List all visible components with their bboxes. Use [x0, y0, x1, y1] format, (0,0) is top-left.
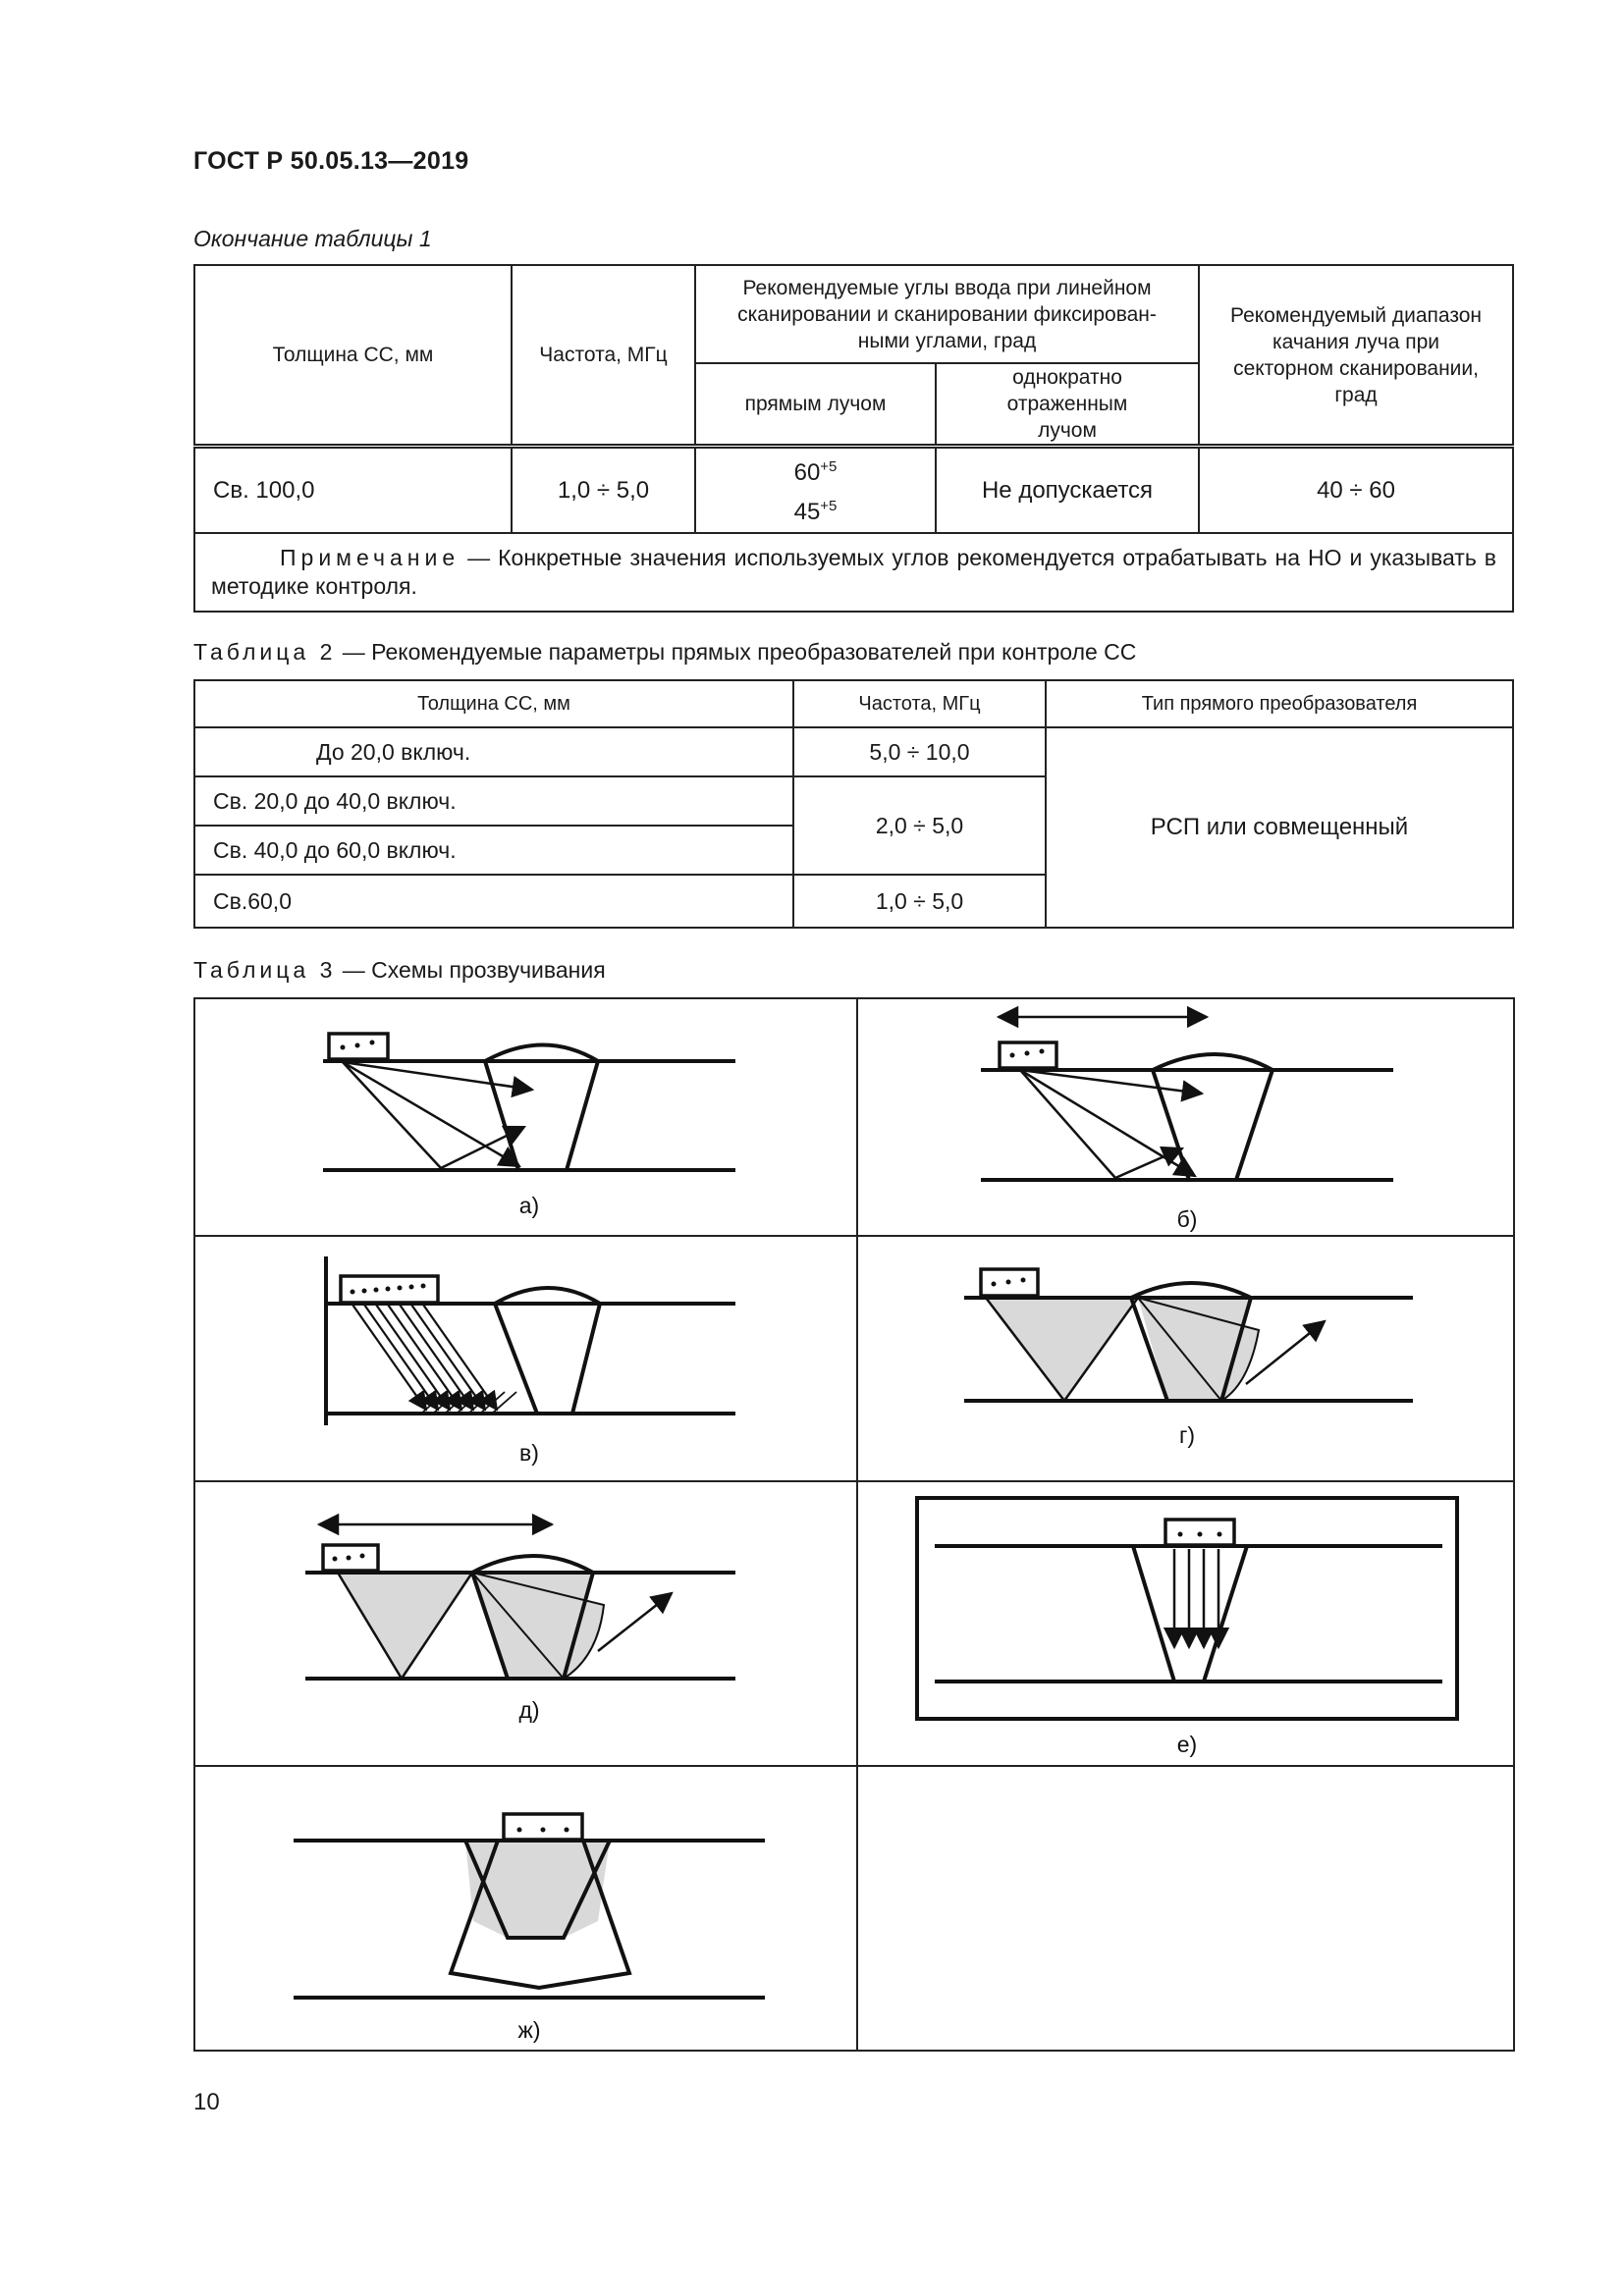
t1-angle-45: $45^{+5}$: [793, 498, 838, 526]
t2-row1-thickness: До 20,0 включ.: [194, 727, 793, 776]
scheme-d-cell: [194, 1481, 857, 1766]
t1-header-frequency: Частота, МГц: [512, 265, 695, 447]
label-v: в): [519, 1440, 539, 1466]
table3-caption: Таблица 3 — Схемы прозвучивания: [193, 957, 606, 983]
table2-caption: Таблица 2 — Рекомендуемые параметры прямых преобразователей при контроле СС: [193, 639, 1137, 665]
table1: [193, 264, 1514, 613]
t1-cell-frequency: 1,0 ÷ 5,0: [512, 447, 695, 533]
scheme-v-diagram: [195, 1237, 858, 1480]
t2-row2-thickness: Св. 20,0 до 40,0 включ.: [194, 776, 793, 826]
t2-row4-frequency: 1,0 ÷ 5,0: [793, 875, 1046, 928]
t1-cell-angles: [695, 447, 936, 533]
page-number: 10: [193, 2089, 220, 2115]
scheme-g-diagram: [858, 1237, 1515, 1480]
t2-type: РСП или совмещенный: [1046, 727, 1513, 928]
scheme-zh-diagram: [195, 1767, 858, 2050]
t2-header-frequency: Частота, МГц: [793, 680, 1046, 727]
label-g: г): [1178, 1422, 1196, 1448]
scheme-a-cell: [194, 998, 857, 1236]
t2-row3-thickness: Св. 40,0 до 60,0 включ.: [194, 826, 793, 875]
t2-header-thickness: Толщина СС, мм: [194, 680, 793, 727]
label-e: е): [1176, 1732, 1198, 1757]
scheme-empty-cell: [857, 1766, 1514, 2051]
t1-cell-range: 40 ÷ 60: [1199, 447, 1513, 533]
t1-cell-reflected: Не допускается: [936, 447, 1199, 533]
scheme-e-diagram: [858, 1482, 1515, 1765]
label-a: а): [518, 1193, 540, 1218]
scheme-e-cell: [857, 1481, 1514, 1766]
t2-row2-frequency: 2,0 ÷ 5,0: [793, 776, 1046, 875]
t1-header-thickness: Толщина СС, мм: [194, 265, 512, 447]
scheme-b-diagram: [858, 999, 1515, 1235]
label-d: д): [518, 1697, 540, 1723]
scheme-g-cell: [857, 1236, 1514, 1481]
t1-angle-60: $60^{+5}$: [793, 458, 838, 487]
t1-header-reflected: однократно отраженным лучом: [936, 363, 1199, 447]
scheme-d-diagram: [195, 1482, 858, 1765]
scheme-zh-cell: [194, 1766, 857, 2051]
t2-header-type: Тип прямого преобразователя: [1046, 680, 1513, 727]
label-b: б): [1176, 1206, 1198, 1232]
scheme-a-diagram: [195, 999, 858, 1235]
t1-note-label: Примечание: [280, 544, 460, 570]
table3: [193, 997, 1515, 2052]
table2: [193, 679, 1514, 929]
t1-header-range: Рекомендуемый диапазон качания луча при секторном сканировании, град: [1199, 265, 1513, 447]
t1-cell-thickness: Св. 100,0: [194, 447, 512, 533]
t1-note: [194, 533, 1513, 612]
probe: [504, 1814, 582, 1840]
label-zh: ж): [517, 2017, 541, 2043]
t2-row1-frequency: 5,0 ÷ 10,0: [793, 727, 1046, 776]
scheme-v-cell: [194, 1236, 857, 1481]
t1-header-angles: Рекомендуемые углы ввода при линейном сканировании и сканировании фиксирован-ными углами, град: [695, 265, 1199, 363]
document-header: ГОСТ Р 50.05.13—2019: [193, 147, 469, 175]
table1-caption: Окончание таблицы 1: [193, 226, 432, 251]
t2-row4-thickness: Св.60,0: [194, 875, 793, 928]
t1-header-direct: прямым лучом: [695, 363, 936, 447]
t1-note-text: — Конкретные значения используемых углов рекомендуется отрабатывать на НО и указывать в методике контроля.: [211, 544, 1497, 599]
scheme-b-cell: [857, 998, 1514, 1236]
